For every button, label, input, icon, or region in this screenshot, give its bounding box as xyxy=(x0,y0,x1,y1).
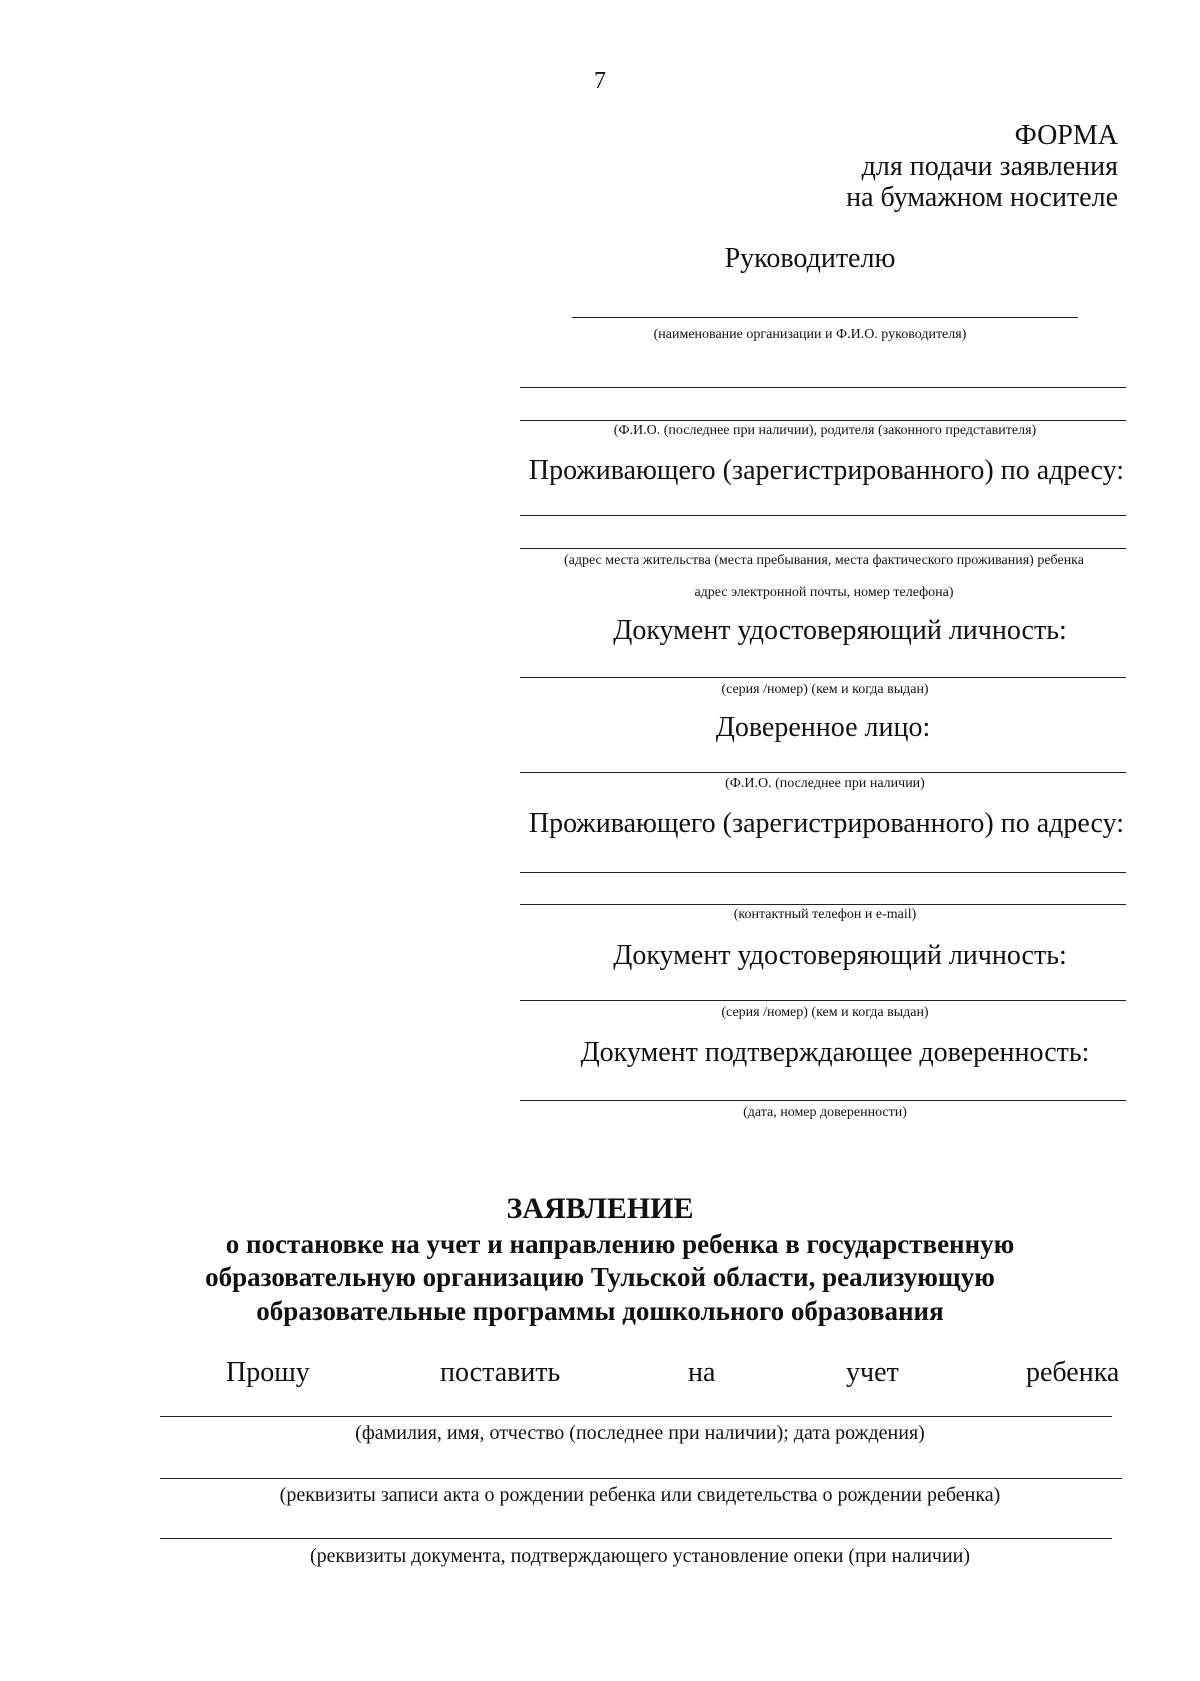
statement-subtitle-2: образовательную организацию Тульской области, реализующую xyxy=(205,1262,995,1292)
org-name-line[interactable] xyxy=(572,317,1078,318)
request-word-3: на xyxy=(688,1357,716,1388)
id-document-label-2: Документ удостоверяющий личность: xyxy=(613,940,1067,971)
statement-title: ЗАЯВЛЕНИЕ xyxy=(506,1192,694,1225)
org-name-caption: (наименование организации и Ф.И.О. руководителя) xyxy=(653,327,967,342)
id-document-label-1: Документ удостоверяющий личность: xyxy=(613,615,1067,646)
parent-name-line-2[interactable] xyxy=(520,420,1126,421)
birth-record-caption: (реквизиты записи акта о рождении ребенка или свидетельства о рождении ребенка) xyxy=(279,1484,1001,1506)
address-caption-1a: (адрес места жительства (места пребывания, места фактического проживания) ребенка xyxy=(563,553,1084,568)
address-line-1b[interactable] xyxy=(520,548,1126,549)
contact-caption: (контактный телефон и e-mail) xyxy=(733,907,917,922)
guardianship-line[interactable] xyxy=(160,1538,1112,1539)
trustee-name-line[interactable] xyxy=(520,772,1126,773)
address-label-1: Проживающего (зарегистрированного) по адресу: xyxy=(528,455,1124,486)
id-document-line-1[interactable] xyxy=(520,677,1126,678)
address-line-2b[interactable] xyxy=(520,904,1126,905)
id-document-caption-2: (серия /номер) (кем и когда выдан) xyxy=(721,1005,929,1020)
proxy-document-caption: (дата, номер доверенности) xyxy=(743,1105,907,1120)
proxy-document-label: Документ подтверждающее доверенность: xyxy=(580,1037,1090,1068)
form-subheading-2: на бумажном носителе xyxy=(846,182,1118,213)
address-label-2: Проживающего (зарегистрированного) по адресу: xyxy=(528,808,1124,839)
form-heading: ФОРМА xyxy=(1014,120,1118,151)
request-word-2: поставить xyxy=(440,1357,561,1388)
page-number: 7 xyxy=(594,68,606,94)
trustee-name-caption: (Ф.И.О. (последнее при наличии) xyxy=(725,776,925,791)
trustee-label: Доверенное лицо: xyxy=(715,712,931,743)
proxy-document-line[interactable] xyxy=(520,1100,1126,1101)
request-word-5: ребенка xyxy=(1026,1357,1120,1388)
parent-name-caption: (Ф.И.О. (последнее при наличии), родителя (законного представителя) xyxy=(613,423,1037,438)
form-subheading-1: для подачи заявления xyxy=(861,151,1118,182)
child-name-line[interactable] xyxy=(160,1416,1112,1417)
recipient-label: Руководителю xyxy=(724,243,896,274)
id-document-line-2[interactable] xyxy=(520,1000,1126,1001)
statement-subtitle-3: образовательные программы дошкольного образования xyxy=(256,1296,944,1326)
address-caption-1b: адрес электронной почты, номер телефона) xyxy=(694,585,954,600)
request-word-1: Прошу xyxy=(226,1357,310,1388)
address-line-2a[interactable] xyxy=(520,872,1126,873)
parent-name-line-1[interactable] xyxy=(520,387,1126,388)
birth-record-line[interactable] xyxy=(160,1478,1122,1479)
address-line-1a[interactable] xyxy=(520,515,1126,516)
id-document-caption-1: (серия /номер) (кем и когда выдан) xyxy=(721,682,929,697)
statement-subtitle-1: о постановке на учет и направлению ребенка в государственную xyxy=(225,1229,1015,1259)
guardianship-caption: (реквизиты документа, подтверждающего установление опеки (при наличии) xyxy=(309,1545,971,1567)
child-name-caption: (фамилия, имя, отчество (последнее при наличии); дата рождения) xyxy=(355,1422,925,1444)
request-word-4: учет xyxy=(846,1357,899,1388)
